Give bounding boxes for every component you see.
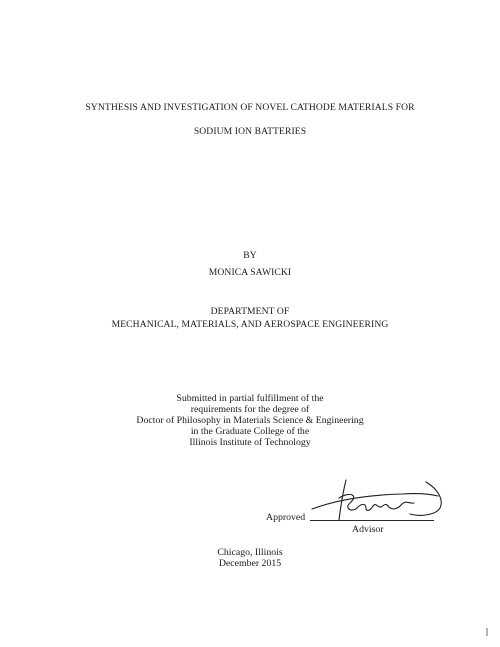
- advisor-signature: [306, 478, 446, 524]
- submission-line-3: Doctor of Philosophy in Materials Science & Engineering: [136, 415, 364, 426]
- title-line-1: SYNTHESIS AND INVESTIGATION OF NOVEL CATHODE MATERIALS FOR: [85, 102, 415, 113]
- approved-label: Approved: [266, 512, 306, 523]
- author-name: MONICA SAWICKI: [208, 267, 292, 278]
- location: Chicago, Illinois: [217, 547, 283, 558]
- submission-line-5: Illinois Institute of Technology: [189, 437, 311, 448]
- submission-line-1: Submitted in partial fulfillment of the: [176, 393, 324, 404]
- approval-block: [0, 478, 500, 538]
- signature-line: [310, 520, 434, 521]
- scan-artifact-mark: [486, 628, 488, 636]
- department-line-1: DEPARTMENT OF: [210, 306, 290, 317]
- submission-line-2: requirements for the degree of: [190, 404, 310, 415]
- date: December 2015: [218, 558, 282, 569]
- by-label: BY: [243, 250, 257, 261]
- title-line-2: SODIUM ION BATTERIES: [193, 126, 307, 137]
- submission-line-4: in the Graduate College of the: [190, 426, 310, 437]
- department-line-2: MECHANICAL, MATERIALS, AND AEROSPACE ENGINEERING: [111, 319, 389, 330]
- advisor-label: Advisor: [352, 524, 384, 535]
